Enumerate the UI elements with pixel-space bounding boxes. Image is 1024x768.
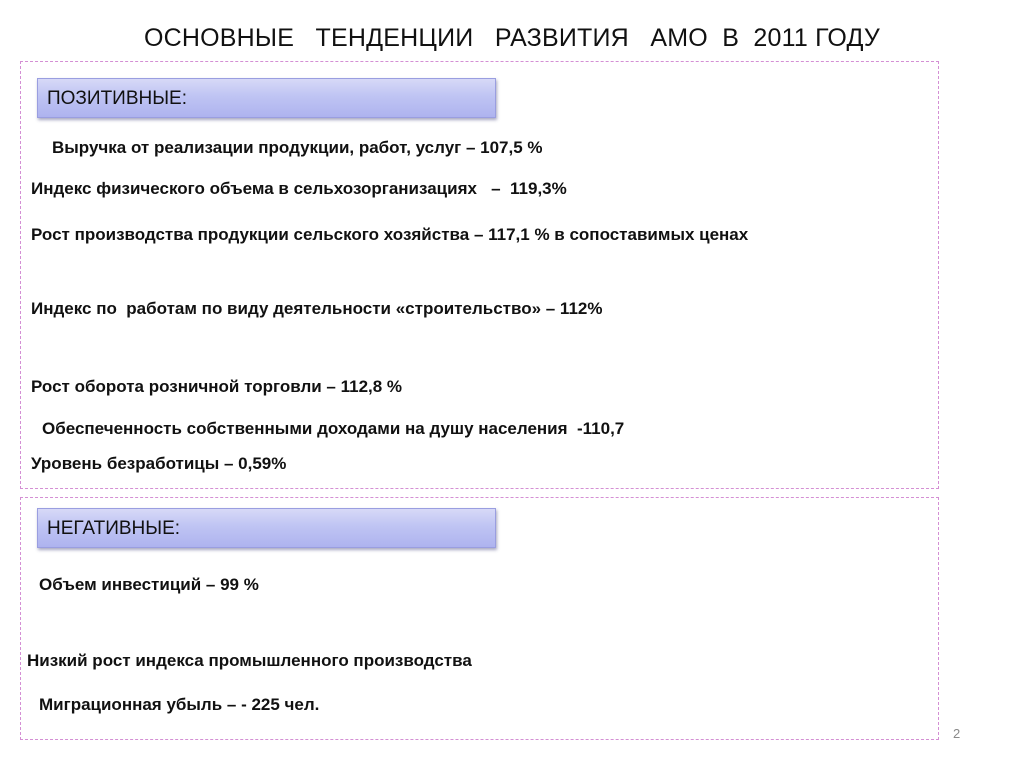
positive-item-retail-turnover: Рост оборота розничной торговли – 112,8 % <box>31 377 403 396</box>
negative-item-industrial-growth: Низкий рост индекса промышленного производства <box>27 651 472 670</box>
negative-item-migration-loss: Миграционная убыль – - 225 чел. <box>39 695 320 714</box>
positive-item-revenue: Выручка от реализации продукции, работ, услуг – 107,5 % <box>52 138 543 157</box>
positive-item-income-per-capita: Обеспеченность собственными доходами на душу населения -110,7 <box>42 419 625 438</box>
page-number: 2 <box>953 726 961 741</box>
positive-item-agriculture-growth: Рост производства продукции сельского хозяйства – 117,1 % в сопоставимых ценах <box>31 225 749 244</box>
negative-item-investment: Объем инвестиций – 99 % <box>39 575 259 594</box>
positive-item-physical-volume-index: Индекс физического объема в сельхозорганизациях – 119,3% <box>31 179 567 198</box>
slide-title: ОСНОВНЫЕ ТЕНДЕНЦИИ РАЗВИТИЯ АМО В 2011 ГОДУ <box>143 24 880 52</box>
positive-section-label: ПОЗИТИВНЫЕ: <box>37 78 496 118</box>
negative-section-label: НЕГАТИВНЫЕ: <box>37 508 496 548</box>
positive-item-unemployment: Уровень безработицы – 0,59% <box>31 454 287 473</box>
positive-item-construction-index: Индекс по работам по виду деятельности «строительство» – 112% <box>31 299 603 318</box>
